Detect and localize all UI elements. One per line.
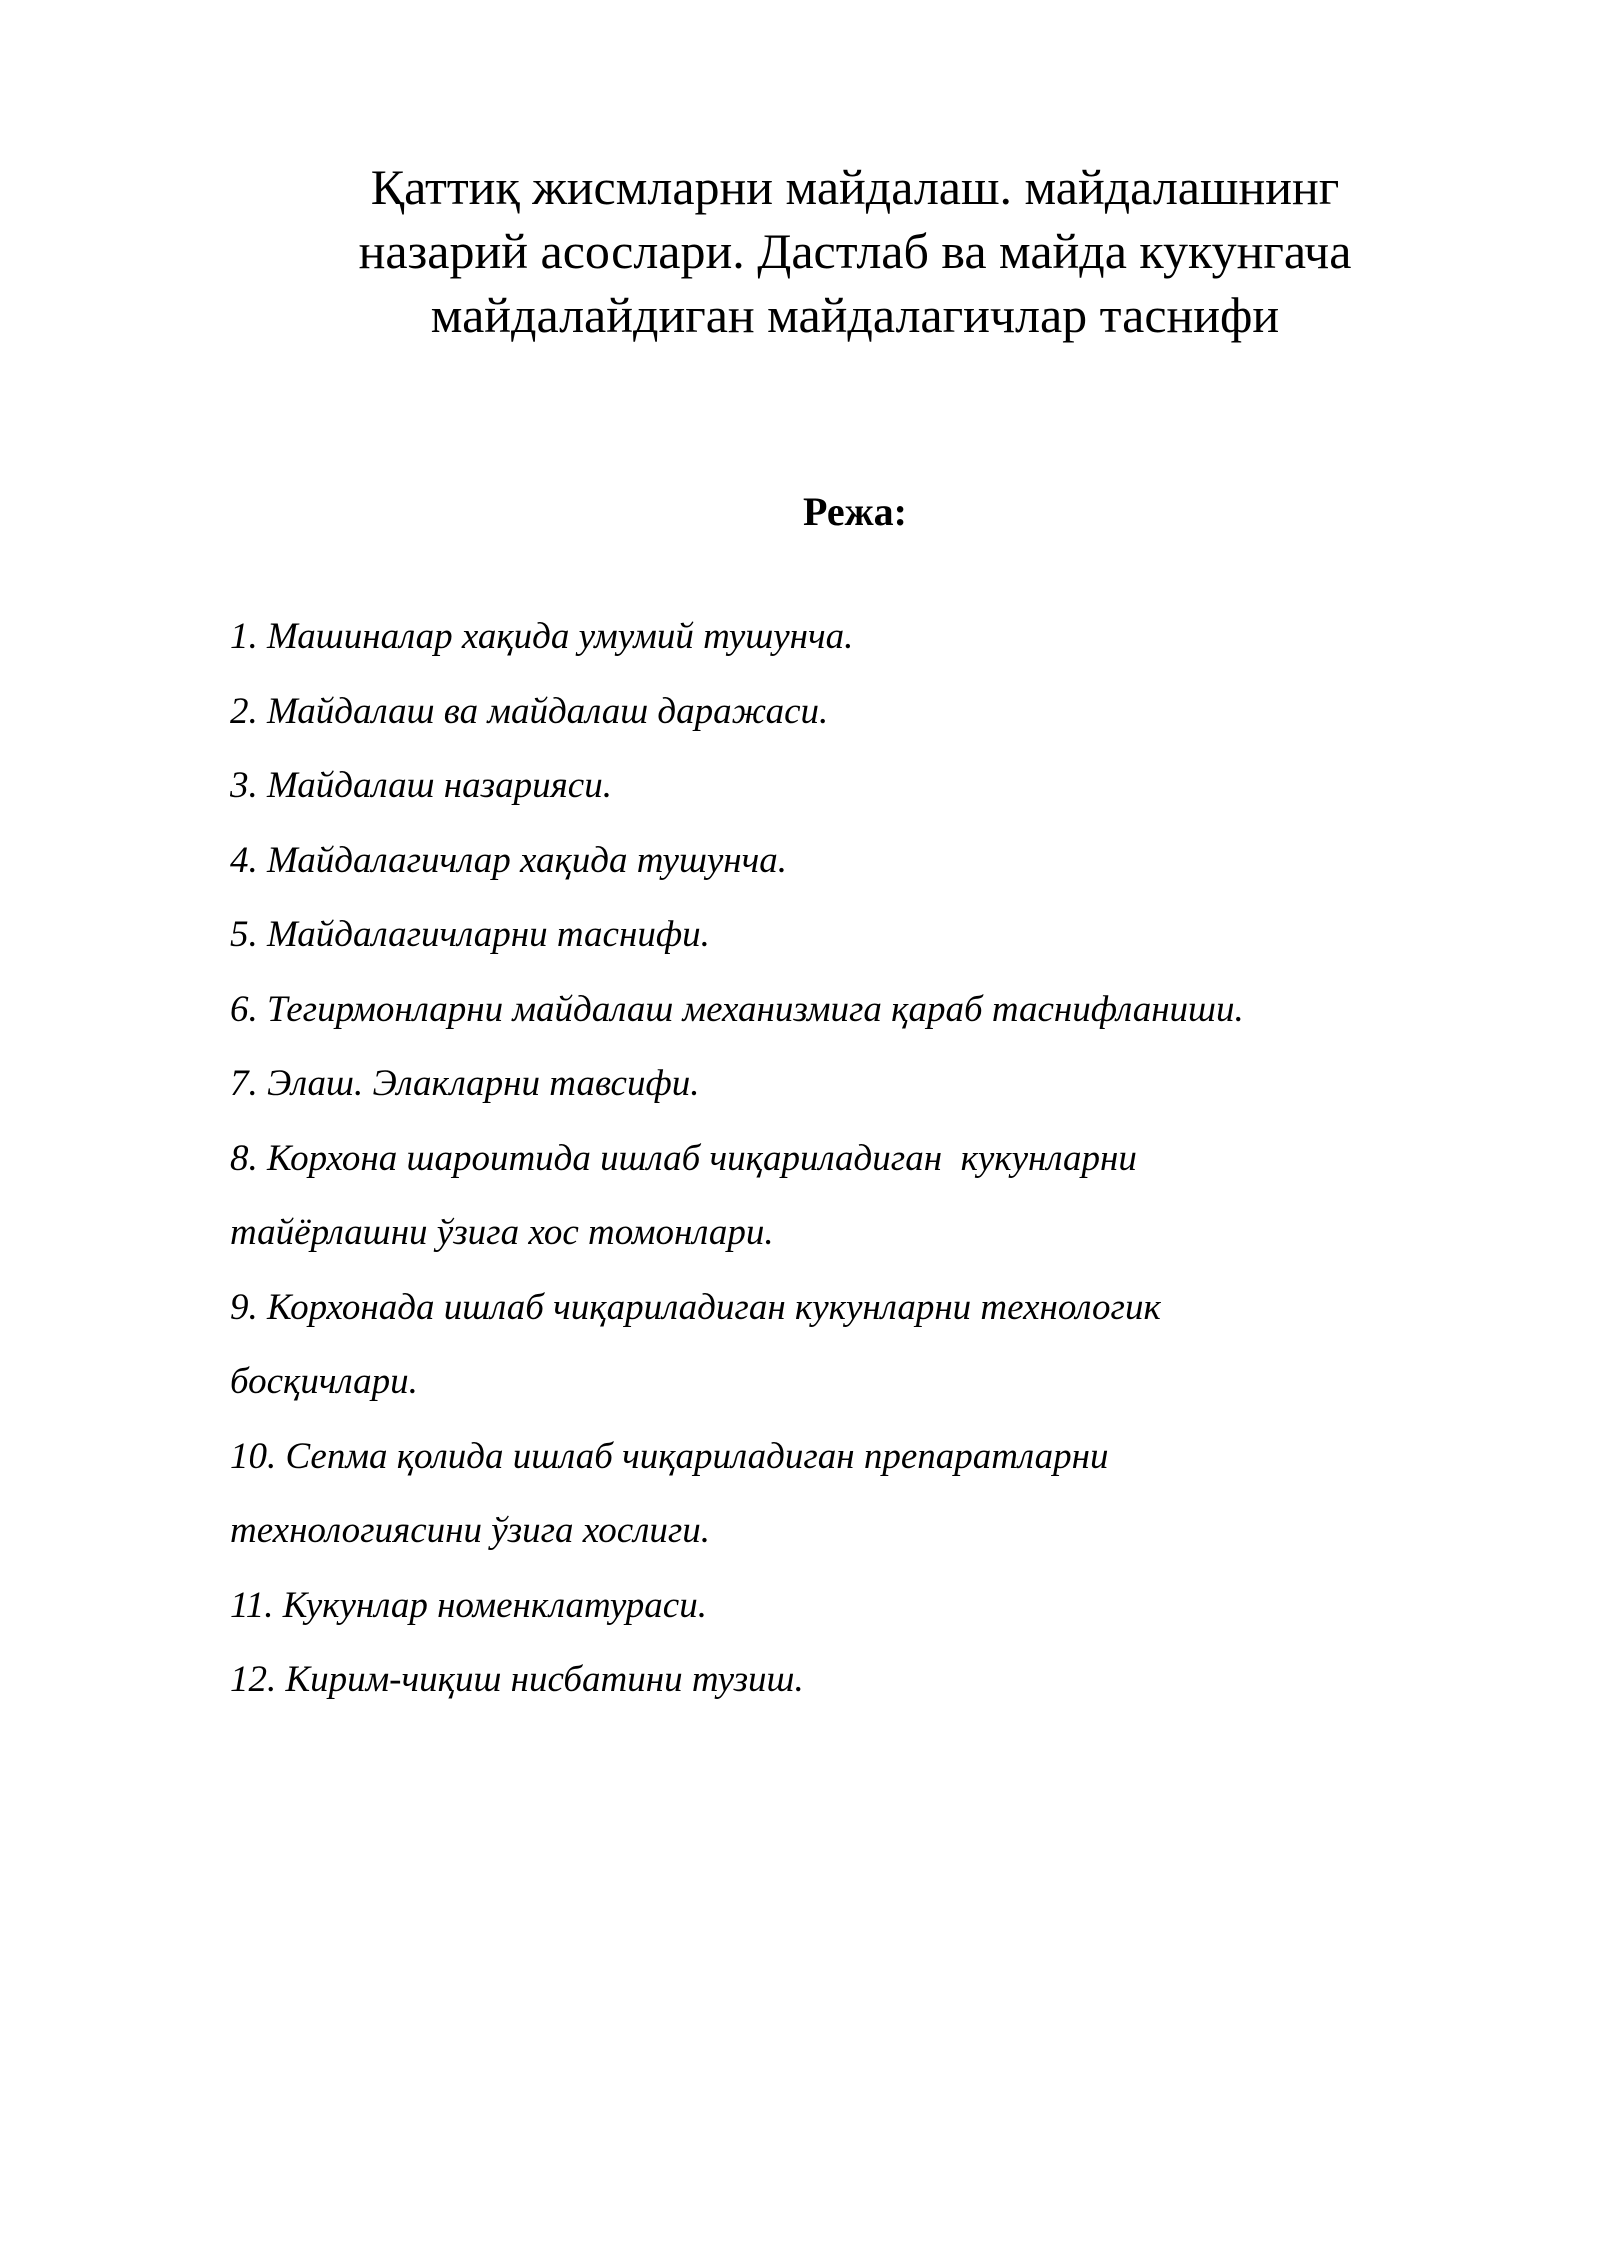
plan-item-continuation: технологиясини ўзига хослиги. bbox=[230, 1510, 711, 1551]
title-line: Қаттиқ жисмларни майдалаш. майдалашнинг bbox=[370, 159, 1340, 215]
plan-item: 7. Элаш. Элакларни тавсифи. bbox=[230, 1063, 700, 1104]
plan-list bbox=[230, 600, 1480, 1718]
plan-item: 9. Корхонада ишлаб чиқариладиган кукунларни технологик bbox=[230, 1286, 1161, 1328]
plan-item: 4. Майдалагичлар хақида тушунча. bbox=[230, 839, 788, 881]
document-title bbox=[250, 155, 1460, 347]
plan-item: 12. Кирим-чиқиш нисбатини тузиш. bbox=[230, 1659, 804, 1700]
title-line: назарий асослари. Дастлаб ва майда кукунгача bbox=[358, 223, 1352, 279]
plan-item: 10. Сепма қолида ишлаб чиқариладиган препаратларни bbox=[230, 1435, 1109, 1477]
plan-item: 11. Кукунлар номенклатураси. bbox=[230, 1584, 707, 1626]
title-line: майдалайдиган майдалагичлар таснифи bbox=[430, 287, 1280, 343]
plan-item: 3. Майдалаш назарияси. bbox=[230, 765, 612, 806]
plan-heading: Режа: bbox=[803, 489, 907, 534]
plan-item: 1. Машиналар хақида умумий тушунча. bbox=[230, 616, 854, 657]
plan-item: 2. Майдалаш ва майдалаш даражаси. bbox=[230, 690, 829, 732]
plan-item: 6. Тегирмонларни майдалаш механизмига қараб таснифланиши. bbox=[230, 988, 1244, 1030]
plan-item-continuation: тайёрлашни ўзига хос томонлари. bbox=[230, 1212, 774, 1253]
plan-item: 5. Майдалагичларни таснифи. bbox=[230, 914, 710, 955]
plan-item: 8. Корхона шароитида ишлаб чиқариладиган кукунларни bbox=[230, 1137, 1137, 1179]
plan-item-continuation: босқичлари. bbox=[230, 1361, 418, 1402]
